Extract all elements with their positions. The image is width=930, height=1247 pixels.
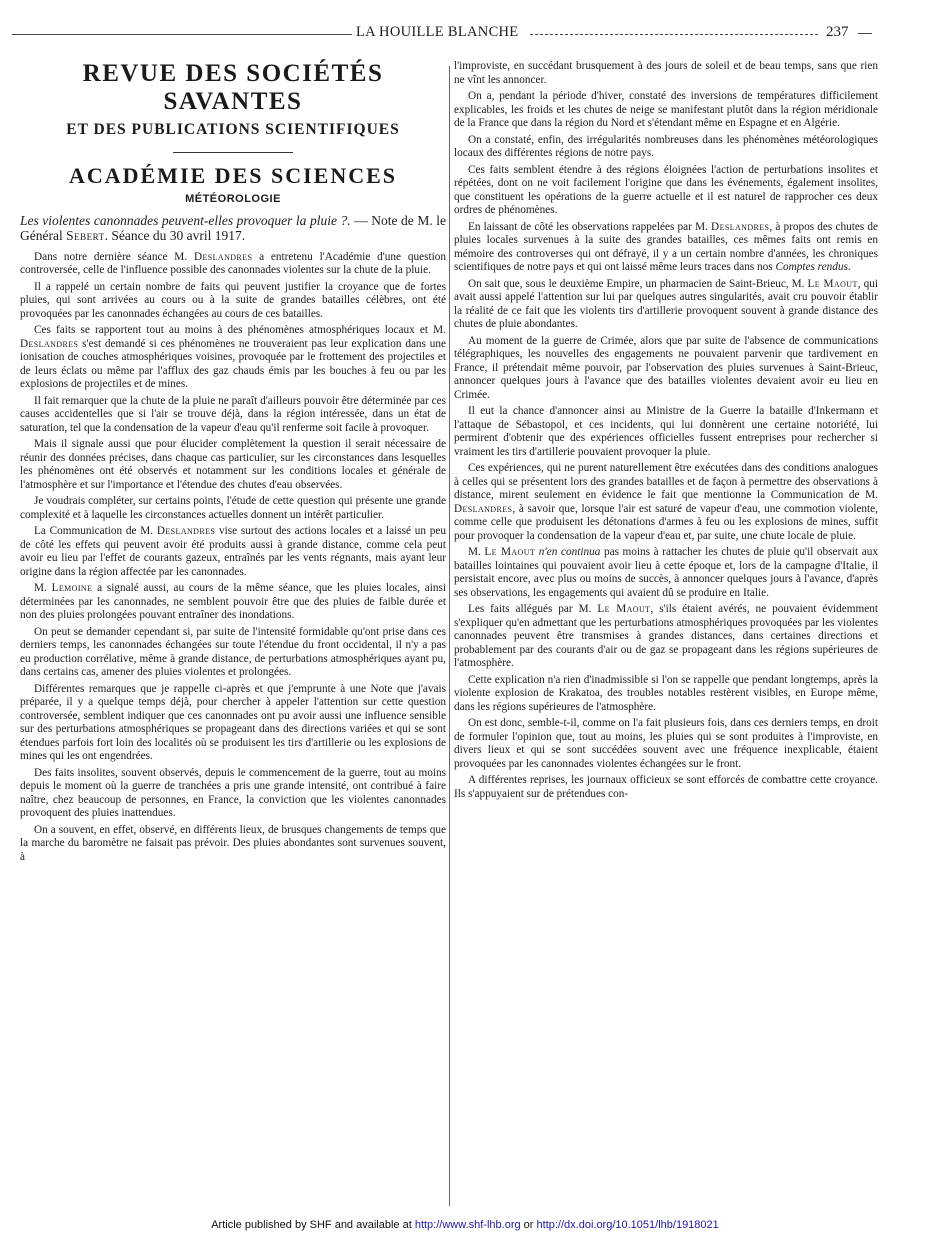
text-run: Différentes remarques que je rappelle ci-après et que j'emprunte à une Note que j'avais préparée, il y a quelque temps déjà, pour chercher à appeler l'attention sur cette question controversée, semblent indiquer que ces canonnades ont pu avoir aussi une influence sensible sur des perturbations atmosphériques se propageant dans des directions variées et qui se sont étendues parfois fort loin des localités où se produisent les tirs d'artillerie ou les explosions de mines qui les ont engendrées. (20, 682, 446, 762)
header-dash (858, 33, 872, 34)
text-run: Ces faits se rapportent tout au moins à des phénomènes atmosphériques locaux et M. (34, 324, 446, 336)
left-paragraph (20, 582, 446, 623)
right-paragraph (454, 164, 878, 218)
text-run: Ces expériences, qui ne purent naturellement être exécutées dans des conditions analogues à celles qui se présentent lors des grandes batailles et de façon à permettre des observations à distance, mirent seulement en évidence le fait que mentionne la Communication de M. (454, 462, 878, 501)
text-run: On peut se demander cependant si, par suite de l'intensité formidable qu'ont prise dans ces derniers temps, les canonnades échangées sur toute l'étendue du front occidental, il n'y a pas eu production corrélative, même à grande distance, de perturbations atmosphériques ayant pu, dans certains cas, amener des pluies violentes et prolongées. (20, 625, 446, 678)
person-name: Le Maout (597, 603, 651, 615)
article-author: Sebert (66, 227, 105, 243)
person-name: Le Maout (484, 546, 536, 558)
text-run: Il a rappelé un certain nombre de faits qui peuvent justifier la croyance que de fortes pluies, qui sont arrivées au cours ou à la suite de grandes batailles célèbres, ont été provoquées par les canonnades échangées au cours de ces batailles. (20, 280, 446, 320)
text-run: , s'ils étaient avérés, ne pouvaient évidemment s'expliquer qu'en admettant que les perturbations atmosphériques provoquées par les violentes canonnades peuvent être transmises à grandes distances, dans certaines directions et probablement par des courants d'air ou de gaz se propageant dans les régions supérieures de l'atmosphère. (454, 603, 879, 669)
journal-name: LA HOUILLE BLANCHE (356, 24, 519, 40)
footer-prefix: Article published by SHF and available at (211, 1219, 415, 1231)
person-name: Deslandres (193, 250, 253, 263)
left-paragraph (20, 767, 446, 821)
page-number: 237 (826, 24, 849, 40)
article-heading (20, 213, 446, 243)
text-run: Ces faits semblent étendre à des régions éloignées l'action de perturbations insolites et répétées, dont on ne voit facilement l'origine que dans les événements, également insolites, que constituent les opérations de la guerre actuelle et il est naturel de rapprocher ces deux ordres de phénomènes. (454, 163, 878, 216)
text-run: On a constaté, enfin, des irrégularités nombreuses dans les phénomènes météorologiques locaux des différentes régions de notre pays. (454, 133, 878, 159)
text-run: a entretenu l'Académie d'une question controversée, celle de l'influence possible des canonnades violentes sur la chute de la pluie. (20, 250, 446, 276)
right-paragraph (454, 546, 878, 600)
italic-run: n'en continua (538, 546, 601, 558)
text-run: a signalé aussi, au cours de la même séance, que les pluies locales, ainsi déterminées par les canonnades, ne semblent pouvoir être que des pluies de faible durée et non des pluies prolongées pouvant entraîner des inondations. (20, 582, 446, 621)
text-run: On sait que, sous le deuxième Empire, un pharmacien de Saint-Brieuc, M. (468, 277, 808, 290)
text-run: On a souvent, en effet, observé, en différents lieux, de brusques changements de temps que la marche du baromètre ne faisait pas prévoir. Des pluies abondantes sont survenues souvent, à (20, 823, 446, 863)
right-paragraph (454, 405, 878, 459)
text-run: , qui avait aussi appelé l'attention sur lui par quelques autres singularités, avait cru pouvoir établir la réalité de ce fait que les violents tirs d'artillerie provoquent souvent à grande distance des chutes de pluie abondantes. (454, 277, 878, 330)
person-name: Deslandres (156, 525, 216, 537)
person-name: Deslandres (711, 220, 770, 233)
academy-heading: ACADÉMIE DES SCIENCES (68, 163, 398, 188)
right-paragraph (454, 90, 878, 131)
text-run: Je voudrais compléter, sur certains points, l'étude de cette question qui présente une grande complexité et à laquelle les circonstances actuelles donnent un intérêt particulier. (20, 495, 446, 521)
text-run: . (847, 261, 851, 273)
text-run: , à propos des chutes de pluies locales survenues à la suite des grandes batailles, ces mêmes faits ont remis en mémoire des controverses qui ont défrayé, il y a un certain nombre d'années, les chroniques scientifiques de notre pays et qui ont laissé même leurs traces dans nos (454, 220, 878, 273)
right-paragraph (454, 335, 878, 403)
header-rule-right (530, 34, 818, 35)
column-divider (449, 66, 450, 1206)
revue-subtitle: ET DES PUBLICATIONS SCIENTIFIQUES (66, 121, 400, 138)
text-run: s'est demandé si ces phénomènes ne trouveraient pas leur explication dans une ionisation de couches atmosphériques voisines, provoquée par le frottement des projectiles et de leurs éclats ou même par l'afflux des gaz chauds émis par les bouches à feu ou par les explosions de projectiles et de mines. (20, 337, 446, 390)
text-run: pas moins à rattacher les chutes de pluie qu'il observait aux batailles lointaines qui pouvaient avoir lieu à cette époque et, lors de la campagne d'Italie, il persistait encore, avec plus ou moins de succès, à annoncer quelques jours à l'avance, d'après ses observations, les engagements qui avaient dû se produire en Italie. (454, 546, 878, 599)
right-column (454, 60, 878, 804)
text-run: Au moment de la guerre de Crimée, alors que par suite de l'absence de communications télégraphiques, les nouvelles des engagements ne pouvaient parvenir que tardivement en France, il prétendait même pouvoir, par l'observation des pluies survenues à Saint-Brieuc, annoncer quelques jours à l'avance que des batailles violentes devaient avoir eu lieu en Crimée. (454, 334, 878, 401)
footer (0, 1219, 930, 1231)
text-run: La Communication de M. (34, 525, 157, 537)
revue-title: REVUE DES SOCIÉTÉS SAVANTES (82, 60, 384, 115)
title-rule (173, 152, 293, 153)
text-run: En laissant de côté les observations rappelées par M. (468, 220, 712, 233)
text-run: Les faits allégués par M. (468, 603, 598, 615)
left-body (20, 251, 446, 865)
text-run: , à savoir que, lorsque l'air est saturé de vapeur d'eau, une commotion violente, comme celle que produisent les détonations d'armes à feu ou les explosions de mines, suffit pour provoquer la condensation de la vapeur d'eau et, par suite, une chute locale de pluie. (454, 502, 878, 542)
text-run: vise surtout des actions locales et a laissé un peu de côté les effets qui peuvent avoir été produits aussi à grande distance, comme cela peut avoir eu lieu par l'effet de courants gazeux, entraînés par les vents régnants, mais ayant leur origine dans la région affectée par les canonnades. (20, 525, 446, 578)
person-name: Deslandres (20, 337, 79, 350)
left-paragraph (20, 683, 446, 764)
right-paragraph (454, 462, 878, 543)
header-rule-left (12, 34, 352, 35)
running-head (0, 24, 930, 44)
left-paragraph (20, 395, 446, 436)
text-run: A différentes reprises, les journaux officieux se sont efforcés de combattre cette croyance. Ils s'appuyaient sur de prétendues con- (454, 774, 878, 800)
left-paragraph (20, 824, 446, 865)
person-name: Lemoine (51, 582, 93, 594)
article-byline-b: . Séance du 30 avril 1917. (104, 227, 246, 243)
right-paragraph (454, 60, 878, 87)
footer-link-doi[interactable]: http://dx.doi.org/10.1051/lhb/1918021 (536, 1219, 719, 1231)
text-run: Cette explication n'a rien d'inadmissible si l'on se rappelle que pendant longtemps, après la violente explosion de Krakatoa, des troubles notables restèrent visibles, en Europe même, dans les régions supérieures de l'atmosphère. (454, 673, 878, 713)
right-paragraph (454, 717, 878, 771)
left-paragraph (20, 495, 446, 522)
left-paragraph (20, 626, 446, 680)
section-heading: MÉTÉOROLOGIE (185, 193, 281, 205)
text-run: M. (468, 546, 485, 558)
text-run: On est donc, semble-t-il, comme on l'a fait plusieurs fois, dans ces derniers temps, en droit de formuler l'opinion que, tout au moins, les pluies qui se sont produites à l'improviste, en divers lieux et qui se sont succédées souvent avec une fréquence inexplicable, étaient provoquées par les canonnades violentes échangées sur le front. (454, 717, 878, 770)
text-run: Dans notre dernière séance M. (34, 250, 194, 263)
left-paragraph (20, 251, 446, 278)
right-paragraph (454, 674, 878, 715)
footer-or: or (520, 1219, 537, 1231)
text-run: M. (34, 582, 52, 594)
left-paragraph (20, 438, 446, 492)
article-byline-a: — Note de M. le Général (20, 212, 446, 243)
text-run: Des faits insolites, souvent observés, depuis le commencement de la guerre, tout au moins depuis le moment où la guerre de tranchées a pris une grande intensité, ont contribué à faire naître, chez beaucoup de personnes, en France, la conviction que les violentes canonnades provoquent des pluies inattendues. (20, 766, 446, 819)
person-name: Le Maout (807, 277, 858, 290)
text-run: Il fait remarquer que la chute de la pluie ne paraît d'ailleurs pouvoir être déterminée par ces causes accidentelles que si l'air se trouve déjà, dans la région intéressée, dans un état de saturation, tel que la condensation de la vapeur d'eau qu'il renferme soit facile à provoquer. (20, 394, 446, 434)
left-paragraph (20, 525, 446, 579)
text-run: Il eut la chance d'annoncer ainsi au Ministre de la Guerre la bataille d'Inkermann et l'attaque de Sébastopol, et ces incidents, qui lui donnèrent une certaine notoriété, lui permirent d'obtenir que des expériences officielles fussent entreprises pour rechercher si vraiment les tirs d'artillerie pouvaient provoquer la pluie. (454, 405, 878, 458)
right-paragraph (454, 603, 878, 671)
text-run: On a, pendant la période d'hiver, constaté des inversions de températures difficilement explicables, les froids et les chutes de neige se manifestant plutôt dans la région méridionale de la France que dans la région du Nord et s'étendant même en Espagne et en Algérie. (454, 90, 878, 129)
text-run: Mais il signale aussi que pour élucider complètement la question il serait nécessaire de réunir des données précises, dans chaque cas particulier, sur les circonstances dans lesquelles les phénomènes ont été observés et notamment sur les conditions locales et générale de l'atmosphère et sur l'importance et l'étendue des chutes d'eau observées. (20, 438, 446, 491)
left-column (20, 60, 446, 867)
person-name: Deslandres (454, 502, 513, 515)
right-paragraph (454, 134, 878, 161)
italic-run: Comptes rendus (775, 261, 848, 273)
left-paragraph (20, 281, 446, 322)
left-paragraph (20, 324, 446, 392)
right-body (454, 60, 878, 801)
right-paragraph (454, 221, 878, 275)
footer-link-shf[interactable]: http://www.shf-lhb.org (414, 1219, 521, 1231)
right-paragraph (454, 278, 878, 332)
text-run: l'improviste, en succédant brusquement à des jours de soleil et de beau temps, sans que rien ne vînt les annoncer. (454, 60, 878, 86)
article-title: Les violentes canonnades peuvent-elles provoquer la pluie ?. (20, 212, 351, 228)
right-paragraph (454, 774, 878, 801)
